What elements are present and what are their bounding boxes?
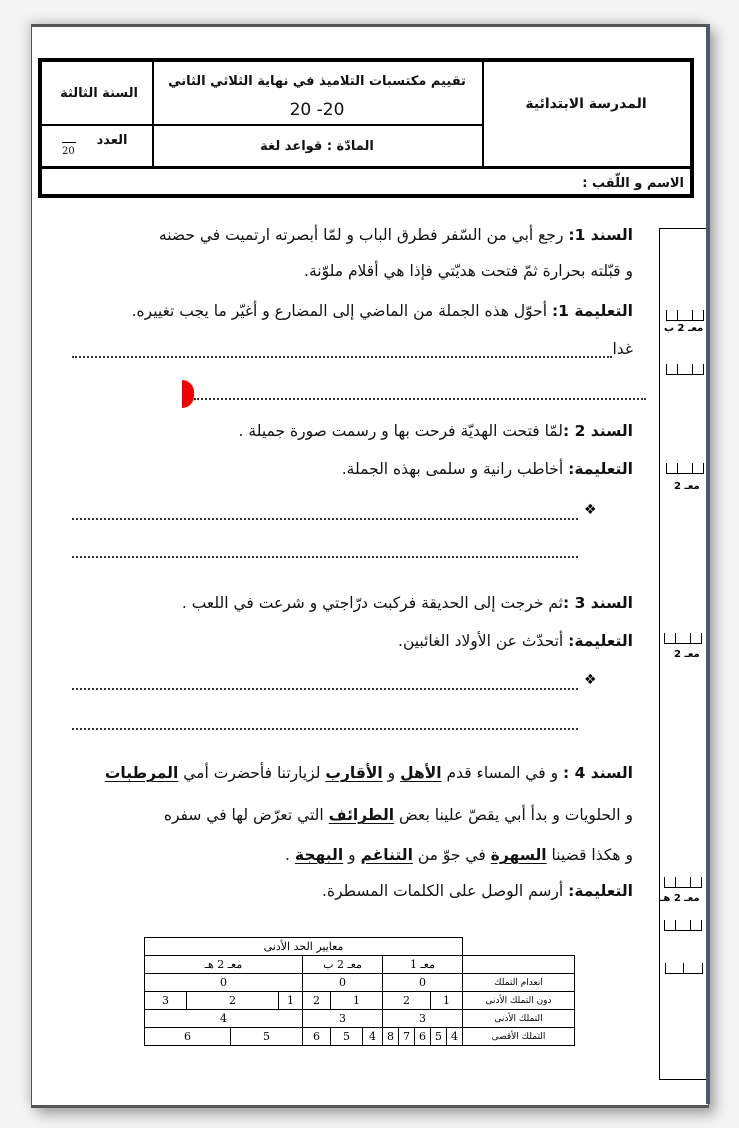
- score-box[interactable]: [666, 310, 704, 321]
- criteria-title: معايير الحد الأدنى: [145, 938, 463, 956]
- s1-line1: السند 1: رجع أبي من السّفر فطرق الباب و لمّا أبصرته ارتميت في حضنه: [158, 226, 633, 244]
- score-box[interactable]: [664, 877, 702, 888]
- bullet-icon: ❖: [584, 502, 597, 518]
- criterion-label: معـ 2: [674, 649, 700, 660]
- s2-instruction: التعليمة: أخاطب رانية و سلمى بهذه الجملة.: [341, 460, 633, 478]
- score-box[interactable]: [664, 633, 702, 644]
- score-box[interactable]: [666, 364, 704, 375]
- row-label: التملك الأقصى: [463, 1028, 575, 1046]
- exam-title: تقييم مكتسبات التلاميذ في نهاية الثلاثي الثاني: [168, 73, 466, 89]
- school-name: المدرسة الابتدائية: [525, 96, 647, 112]
- score-box[interactable]: [664, 920, 702, 931]
- s1-answer-line-2[interactable]: [194, 396, 646, 400]
- row-label: انعدام التملك: [463, 974, 575, 992]
- score-fraction-line: [62, 142, 76, 143]
- grade-level: السنة الثالثة: [60, 85, 138, 101]
- s2-answer-line-2[interactable]: [72, 554, 578, 558]
- subject: المادّة : قواعد لغة: [260, 138, 374, 154]
- s4-line3: و هكذا قضينا السهرة في جوّ من التناغم و البهجة .: [285, 846, 633, 864]
- name-field-label: الاسم و اللّقب :: [582, 175, 684, 191]
- s3-answer-line-2[interactable]: [72, 726, 578, 730]
- s3-answer-line-1[interactable]: [72, 686, 578, 690]
- s3-instruction: التعليمة: أتحدّث عن الأولاد الغائبين.: [398, 632, 633, 650]
- score-box[interactable]: [666, 463, 704, 474]
- s4-line1: السند 4 : و في المساء قدم الأهل و الأقارب لزيارتنا فأحضرت أمي المرطبات: [104, 764, 633, 782]
- s1-answer-line-1[interactable]: [72, 354, 612, 358]
- col-header: معـ 2 هـ: [145, 956, 303, 974]
- school-year: 20 -20: [289, 100, 345, 120]
- col-header: معـ 2 ب: [303, 956, 383, 974]
- criterion-label: معـ 2 هـ: [660, 893, 700, 904]
- criterion-label: معـ 2 ب: [664, 323, 704, 334]
- criteria-table: معايير الحد الأدنى معـ 1 معـ 2 ب معـ 2 هـ انعدام التملك 0 0 0 دون التملك الأدنى 1 2 1 2 1 2 3 التملك الأدنى 3 3 4 التملك الأقصى 4 5 6 7 8 4 5 6 5 6: [144, 937, 575, 1046]
- row-label: دون التملك الأدنى: [463, 992, 575, 1010]
- score-denominator: 20: [62, 146, 75, 157]
- bullet-icon: ❖: [584, 672, 597, 688]
- s1-answer-start: غدا: [612, 340, 633, 358]
- page-edge: [706, 24, 710, 1104]
- s4-instruction: التعليمة: أرسم الوصل على الكلمات المسطرة.: [322, 882, 633, 900]
- s2-line1: السند 2 :لمّا فتحت الهديّة فرحت بها و رسمت صورة جميلة .: [238, 422, 633, 440]
- s1-instruction: التعليمة 1: أحوّل هذه الجملة من الماضي إلى المضارع و أغيّر ما يجب تغييره.: [131, 302, 633, 320]
- s4-line2: و الحلويات و بدأ أبي يقصّ علينا بعض الطرائف التي تعرّض لها في سفره: [163, 806, 633, 824]
- score-box[interactable]: [665, 963, 703, 974]
- col-header: معـ 1: [383, 956, 463, 974]
- s1-line2: و قبّلته بحرارة ثمّ فتحت هديّتي فإذا هي أقلام ملوّنة.: [304, 262, 633, 280]
- criterion-label: معـ 2: [674, 481, 700, 492]
- score-label: العدد: [96, 132, 128, 148]
- row-label: التملك الأدنى: [463, 1010, 575, 1028]
- s3-line1: السند 3 :ثم خرجت إلى الحديقة فركبت درّاجتي و شرعت في اللعب .: [181, 594, 633, 612]
- exam-header: [38, 58, 694, 198]
- s2-answer-line-1[interactable]: [72, 516, 578, 520]
